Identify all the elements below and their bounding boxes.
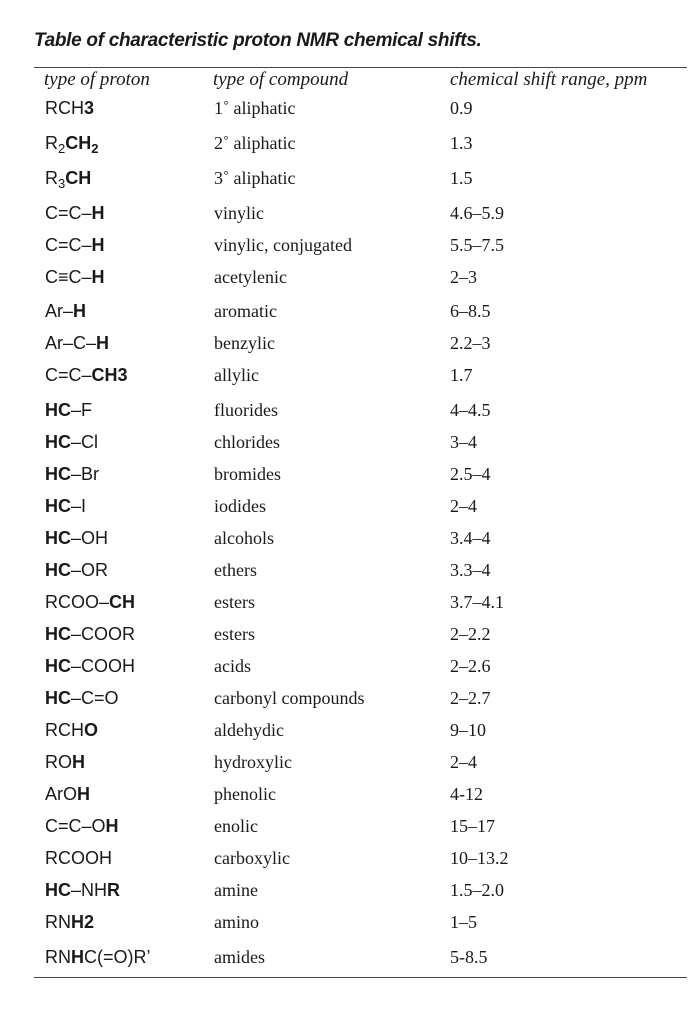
proton-cell: C=C–H [45,203,105,223]
shift-cell: 9–10 [450,720,486,740]
proton-cell: HC–COOH [45,656,136,676]
proton-cell: C=C–CH3 [45,365,128,385]
proton-cell: HC–Cl [45,432,99,452]
table-row [0,98,698,130]
proton-cell: ArOH [45,784,91,804]
compound-cell: 3˚ aliphatic [214,168,296,188]
table-row [0,301,698,333]
table-row [0,365,698,397]
table-row [0,656,698,688]
shift-cell: 1–5 [450,912,477,932]
shift-cell: 10–13.2 [450,848,509,868]
compound-cell: carboxylic [214,848,290,868]
compound-cell: hydroxylic [214,752,292,772]
compound-cell: bromides [214,464,281,484]
proton-cell: HC–COOR [45,624,136,644]
proton-cell: RCOO–CH [45,592,136,612]
compound-cell: amides [214,947,265,967]
shift-cell: 1.7 [450,365,473,385]
compound-cell: amine [214,880,258,900]
table-row [0,235,698,267]
compound-cell: fluorides [214,400,278,420]
proton-cell: HC–Br [45,464,100,484]
table-row [0,528,698,560]
shift-cell: 1.3 [450,133,473,153]
table-row [0,168,698,200]
compound-cell: vinylic [214,203,264,223]
proton-cell: HC–OR [45,560,109,580]
shift-cell: 4-12 [450,784,483,804]
shift-cell: 2.5–4 [450,464,491,484]
table-row [0,947,698,979]
shift-cell: 1.5–2.0 [450,880,504,900]
table-row [0,784,698,816]
header-type-of-proton: type of proton [44,69,150,90]
proton-cell: HC–OH [45,528,109,548]
compound-cell: chlorides [214,432,280,452]
table-row [0,848,698,880]
compound-cell: esters [214,592,255,612]
table-row [0,464,698,496]
header-chemical-shift: chemical shift range, ppm [450,69,648,90]
shift-cell: 5.5–7.5 [450,235,504,255]
table-row [0,912,698,944]
proton-cell: C=C–OH [45,816,119,836]
proton-cell: $R_3CH$ [45,168,92,191]
table-row [0,880,698,912]
shift-cell: 3.4–4 [450,528,491,548]
compound-cell: iodides [214,496,266,516]
table-row [0,752,698,784]
shift-cell: 2–2.2 [450,624,491,644]
shift-cell: 1.5 [450,168,473,188]
shift-cell: 15–17 [450,816,495,836]
table-row [0,816,698,848]
shift-cell: 2–3 [450,267,477,287]
table-row [0,203,698,235]
proton-cell: HC–F [45,400,93,420]
shift-cell: 3.3–4 [450,560,491,580]
table-title: Table of characteristic proton NMR chemical shifts. [34,30,482,51]
shift-cell: 2–2.7 [450,688,491,708]
shift-cell: 2–2.6 [450,656,491,676]
proton-cell: RCH3 [45,98,95,118]
shift-cell: 3.7–4.1 [450,592,504,612]
table-row [0,688,698,720]
compound-cell: ethers [214,560,257,580]
table-row [0,496,698,528]
shift-cell: 3–4 [450,432,477,452]
compound-cell: enolic [214,816,258,836]
top-rule [34,67,687,68]
proton-cell: HC–I [45,496,87,516]
header-type-of-compound: type of compound [213,69,349,90]
proton-cell: RCOOH [45,848,112,868]
proton-cell: C=C–H [45,235,105,255]
compound-cell: benzylic [214,333,275,353]
compound-cell: vinylic, conjugated [214,235,352,255]
shift-cell: 2–4 [450,752,477,772]
compound-cell: alcohols [214,528,274,548]
table-row [0,333,698,365]
proton-cell: $R_2CH_2$ [45,133,99,156]
table-row [0,560,698,592]
table-row [0,720,698,752]
compound-cell: esters [214,624,255,644]
proton-cell: C≡C–H [45,267,105,287]
table-row [0,432,698,464]
table-row [0,133,698,165]
proton-cell: ROH [45,752,85,772]
bottom-rule [34,977,687,978]
table-row [0,592,698,624]
compound-cell: acetylenic [214,267,287,287]
shift-cell: 6–8.5 [450,301,491,321]
proton-cell: RNH2 [45,912,95,932]
proton-cell: RNHC(=O)R’ [45,947,151,967]
compound-cell: carbonyl compounds [214,688,365,708]
compound-cell: amino [214,912,259,932]
compound-cell: allylic [214,365,259,385]
table-row [0,400,698,432]
table-row [0,624,698,656]
compound-cell: 2˚ aliphatic [214,133,296,153]
shift-cell: 4.6–5.9 [450,203,504,223]
compound-cell: aldehydic [214,720,284,740]
compound-cell: 1˚ aliphatic [214,98,296,118]
compound-cell: acids [214,656,251,676]
proton-cell: Ar–H [45,301,87,321]
proton-cell: HC–C=O [45,688,119,708]
proton-cell: RCHO [45,720,99,740]
proton-cell: HC–NHR [45,880,121,900]
shift-cell: 2–4 [450,496,477,516]
table-row [0,267,698,299]
shift-cell: 2.2–3 [450,333,491,353]
compound-cell: phenolic [214,784,276,804]
compound-cell: aromatic [214,301,277,321]
shift-cell: 5-8.5 [450,947,488,967]
shift-cell: 4–4.5 [450,400,491,420]
proton-cell: Ar–C–H [45,333,110,353]
shift-cell: 0.9 [450,98,473,118]
